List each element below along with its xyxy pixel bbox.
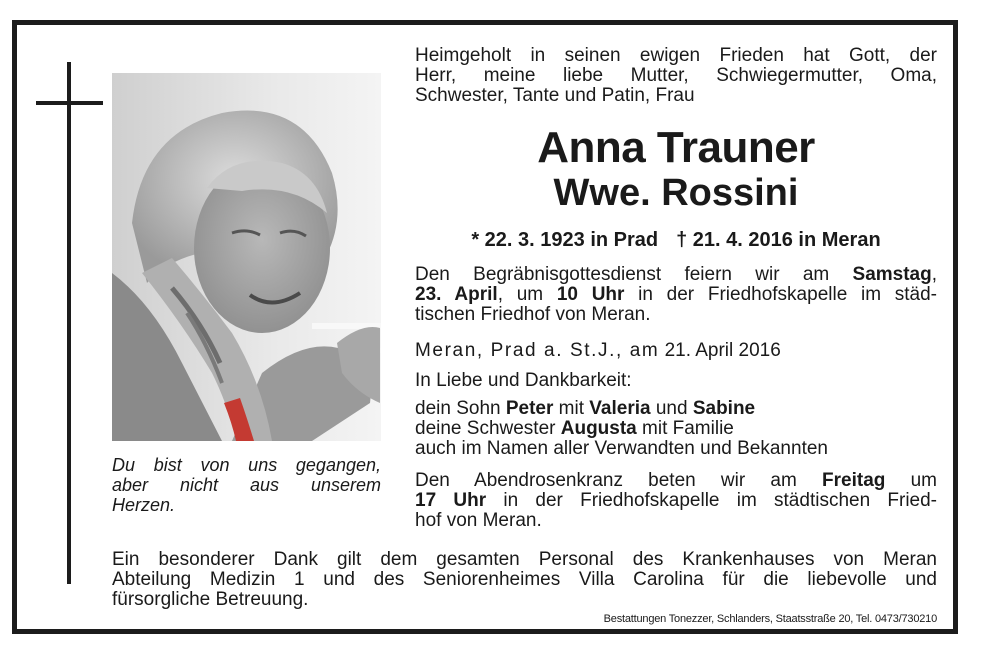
memorial-quote bbox=[112, 455, 381, 515]
life-dates bbox=[415, 228, 937, 252]
death-date: † 21. 4. 2016 in Meran bbox=[676, 229, 881, 251]
service-line: tischen Friedhof von Meran. bbox=[415, 304, 651, 325]
rosary-line: hof von Meran. bbox=[415, 510, 542, 531]
portrait-photo bbox=[112, 73, 381, 441]
place-text: Meran, Prad a. St.J., am bbox=[415, 340, 660, 361]
birth-date: * 22. 3. 1923 in Prad bbox=[471, 229, 659, 251]
rosary-text bbox=[415, 471, 937, 531]
intro-line: Schwester, Tante und Patin, Frau bbox=[415, 85, 695, 106]
cross-icon-bar bbox=[36, 101, 103, 105]
quote-line: aber nicht aus unserem bbox=[112, 475, 381, 495]
thanks-line: fürsorgliche Betreuung. bbox=[112, 589, 309, 610]
thanks-line: Ein besonderer Dank gilt dem gesamten Personal des Krankenhauses von Meran bbox=[112, 549, 937, 570]
quote-line: Du bist von uns gegangen, bbox=[112, 455, 381, 475]
intro-line: Herr, meine liebe Mutter, Schwiegermutter, Oma, bbox=[415, 65, 937, 86]
thanks-text bbox=[112, 550, 937, 610]
place-and-date bbox=[415, 341, 937, 361]
service-line: Den Begräbnisgottesdienst feiern wir am Samstag, bbox=[415, 264, 937, 285]
thanks-line: Abteilung Medizin 1 und des Seniorenheimes Villa Carolina für die liebevolle und bbox=[112, 569, 937, 590]
mourners-list bbox=[415, 399, 937, 459]
portrait-illustration bbox=[112, 73, 381, 441]
deceased-maiden-name: Wwe. Rossini bbox=[553, 172, 799, 214]
cross-icon bbox=[67, 62, 71, 584]
notice-date: 21. April 2016 bbox=[659, 340, 781, 361]
intro-line: Heimgeholt in seinen ewigen Frieden hat Gott, der bbox=[415, 45, 937, 66]
mourner-row: deine Schwester Augusta mit Familie bbox=[415, 418, 734, 439]
quote-line: Herzen. bbox=[112, 495, 176, 515]
mourner-row: auch im Namen aller Verwandten und Bekannten bbox=[415, 438, 828, 459]
rosary-line: Den Abendrosenkranz beten wir am Freitag um bbox=[415, 470, 937, 491]
love-line: In Liebe und Dankbarkeit: bbox=[415, 370, 632, 391]
rosary-line: 17 Uhr in der Friedhofskapelle im städtischen Fried- bbox=[415, 490, 938, 511]
deceased-name: Anna Trauner bbox=[537, 123, 815, 172]
mourner-row: dein Sohn Peter mit Valeria und Sabine bbox=[415, 398, 756, 419]
intro-text bbox=[415, 46, 937, 106]
funeral-home-credit: Bestattungen Tonezzer, Schlanders, Staatsstraße 20, Tel. 0473/730210 bbox=[603, 613, 937, 625]
service-line: 23. April, um 10 Uhr in der Friedhofskapelle im städ- bbox=[415, 284, 938, 305]
funeral-service-text bbox=[415, 265, 937, 325]
